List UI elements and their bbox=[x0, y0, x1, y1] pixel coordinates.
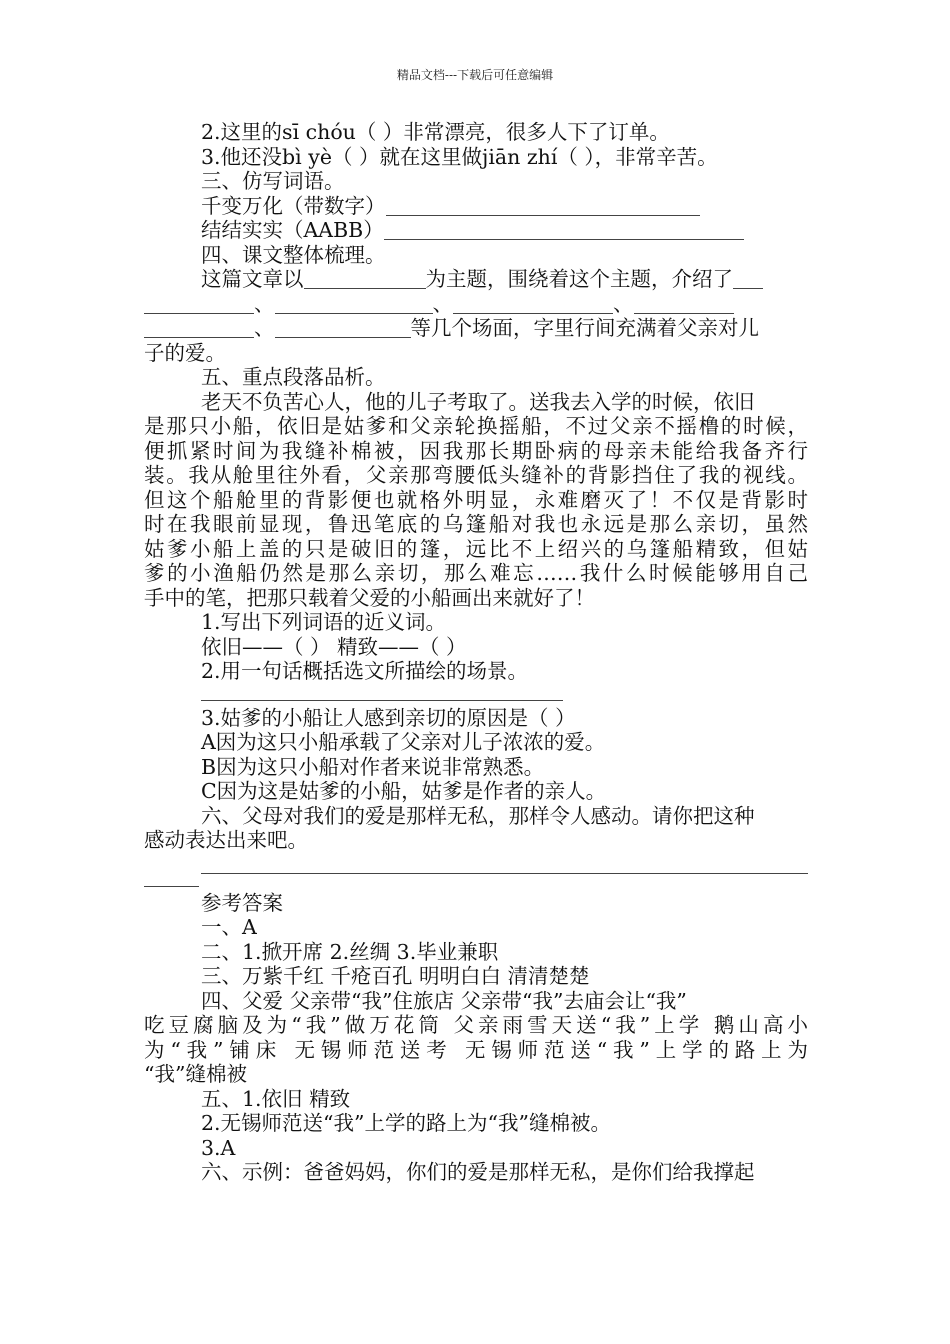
q5-sub3: 3.姑爹的小船让人感到亲切的原因是（ ） bbox=[201, 705, 576, 730]
q4-title: 四、课文整体梳理。 bbox=[201, 242, 386, 267]
q3-item2-label: 结结实实（AABB） bbox=[201, 218, 384, 242]
answer-line[interactable] bbox=[144, 853, 808, 879]
option-b: B因为这只小船对作者来说非常熟悉。 bbox=[201, 754, 545, 779]
q5-sub1-items: 依旧——（ ） 精致——（ ） bbox=[201, 634, 467, 659]
q2-line2: 2.这里的sī chóu（ ）非常漂亮，很多人下了订单。 bbox=[201, 120, 670, 144]
passage-line: 老天不负苦心人，他的儿子考取了。送我去入学的时候，依旧 bbox=[201, 389, 755, 414]
q4-sep: 、 bbox=[254, 291, 275, 316]
q5-sub2: 2.用一句话概括选文所描绘的场景。 bbox=[201, 659, 529, 683]
q6-line2: 感动表达出来吧。 bbox=[144, 828, 308, 852]
answers-title: 参考答案 bbox=[201, 890, 283, 915]
q2-line3: 3.他还没bì yè（ ）就在这里做jiān zhí（ ），非常辛苦。 bbox=[201, 144, 718, 169]
passage-line: 便抓紧时间为我缝补棉被，因我那长期卧病的母亲未能给我备齐行 bbox=[144, 438, 808, 463]
answer-4-line: 四、父爱 父亲带“我”住旅店 父亲带“我”去庙会让“我” bbox=[201, 988, 687, 1013]
q3-item1-label: 千变万化（带数字） bbox=[201, 193, 386, 218]
answer-4-line: 为“我”铺床 无锡师范送考 无锡师范送“我”上学的路上为 bbox=[144, 1037, 808, 1062]
q4-text-c: 等几个场面，字里行间充满着父亲对儿 bbox=[410, 316, 759, 340]
q3-item1 bbox=[144, 194, 808, 219]
passage-line: 是那只小船，依旧是姑爹和父亲轮换摇船，不过父亲不摇橹的时候， bbox=[144, 414, 808, 438]
answer-blank[interactable] bbox=[386, 195, 700, 216]
q3-item2 bbox=[144, 218, 808, 243]
answer-blank[interactable] bbox=[384, 219, 744, 240]
passage-line: 装。我从舱里往外看，父亲那弯腰低头缝补的背影挡住了我的视线。 bbox=[144, 463, 808, 487]
answer-1: 一、A bbox=[201, 915, 257, 939]
answer-4-line: 吃豆腐脑及为“我”做万花筒 父亲雨雪天送“我”上学 鹅山高小 bbox=[144, 1013, 808, 1037]
q4-line3 bbox=[144, 316, 808, 341]
answer-4-line: “我”缝棉被 bbox=[144, 1062, 247, 1086]
page-header: 精品文档---下载后可任意编辑 bbox=[396, 68, 554, 82]
answer-line[interactable] bbox=[144, 684, 808, 706]
q5-sub1: 1.写出下列词语的近义词。 bbox=[201, 610, 447, 634]
passage-line: 但这个船舱里的背影便也就格外明显，永难磨灭了！不仅是背影时 bbox=[144, 487, 808, 512]
q6-line1: 六、父母对我们的爱是那样无私，那样令人感动。请你把这种 bbox=[201, 803, 755, 828]
answer-blank[interactable] bbox=[733, 268, 763, 289]
answer-line[interactable] bbox=[144, 879, 808, 891]
q4-line1 bbox=[144, 267, 808, 292]
q4-text-b: 为主题，围绕着这个主题，介绍了 bbox=[425, 267, 733, 291]
q4-text-a: 这篇文章以 bbox=[201, 267, 304, 291]
q5-title: 五、重点段落品析。 bbox=[201, 365, 386, 389]
option-a: A因为这只小船承载了父亲对儿子浓浓的爱。 bbox=[201, 730, 606, 754]
option-c: C因为这是姑爹的小船，姑爹是作者的亲人。 bbox=[201, 779, 607, 803]
passage-line: 姑爹小船上盖的只是破旧的篷，远比不上绍兴的乌篷船精致，但姑 bbox=[144, 536, 808, 561]
document-body bbox=[144, 120, 808, 1185]
answer-5-3: 3.A bbox=[201, 1135, 236, 1160]
passage-line: 爹的小渔船仍然是那么亲切，那么难忘……我什么时候能够用自己 bbox=[144, 561, 808, 585]
q4-line4: 子的爱。 bbox=[144, 340, 226, 365]
q3-title: 三、仿写词语。 bbox=[201, 169, 345, 193]
answer-blank[interactable] bbox=[144, 293, 254, 314]
q4-sep: 、 bbox=[254, 316, 275, 340]
answer-3: 三、万紫千红 千疮百孔 明明白白 清清楚楚 bbox=[201, 964, 590, 988]
passage-line: 手中的笔，把那只载着父爱的小船画出来就好了！ bbox=[144, 585, 595, 610]
answer-blank[interactable] bbox=[304, 268, 426, 289]
answer-blank[interactable] bbox=[144, 317, 254, 338]
answer-6: 六、示例：爸爸妈妈，你们的爱是那样无私，是你们给我撑起 bbox=[201, 1160, 755, 1184]
q4-line2 bbox=[144, 292, 808, 317]
answer-blank[interactable] bbox=[634, 293, 734, 314]
answer-blank[interactable] bbox=[275, 317, 411, 338]
answer-5-1: 五、1.依旧 精致 bbox=[201, 1086, 351, 1111]
q4-sep: 、 bbox=[613, 291, 634, 316]
answer-5-2: 2.无锡师范送“我”上学的路上为“我”缝棉被。 bbox=[201, 1111, 611, 1135]
q4-sep: 、 bbox=[432, 291, 453, 316]
answer-blank[interactable] bbox=[453, 293, 613, 314]
passage-line: 时在我眼前显现，鲁迅笔底的乌篷船对我也永远是那么亲切，虽然 bbox=[144, 512, 808, 536]
answer-2: 二、1.掀开席 2.丝绸 3.毕业兼职 bbox=[201, 939, 499, 964]
answer-blank[interactable] bbox=[275, 293, 433, 314]
